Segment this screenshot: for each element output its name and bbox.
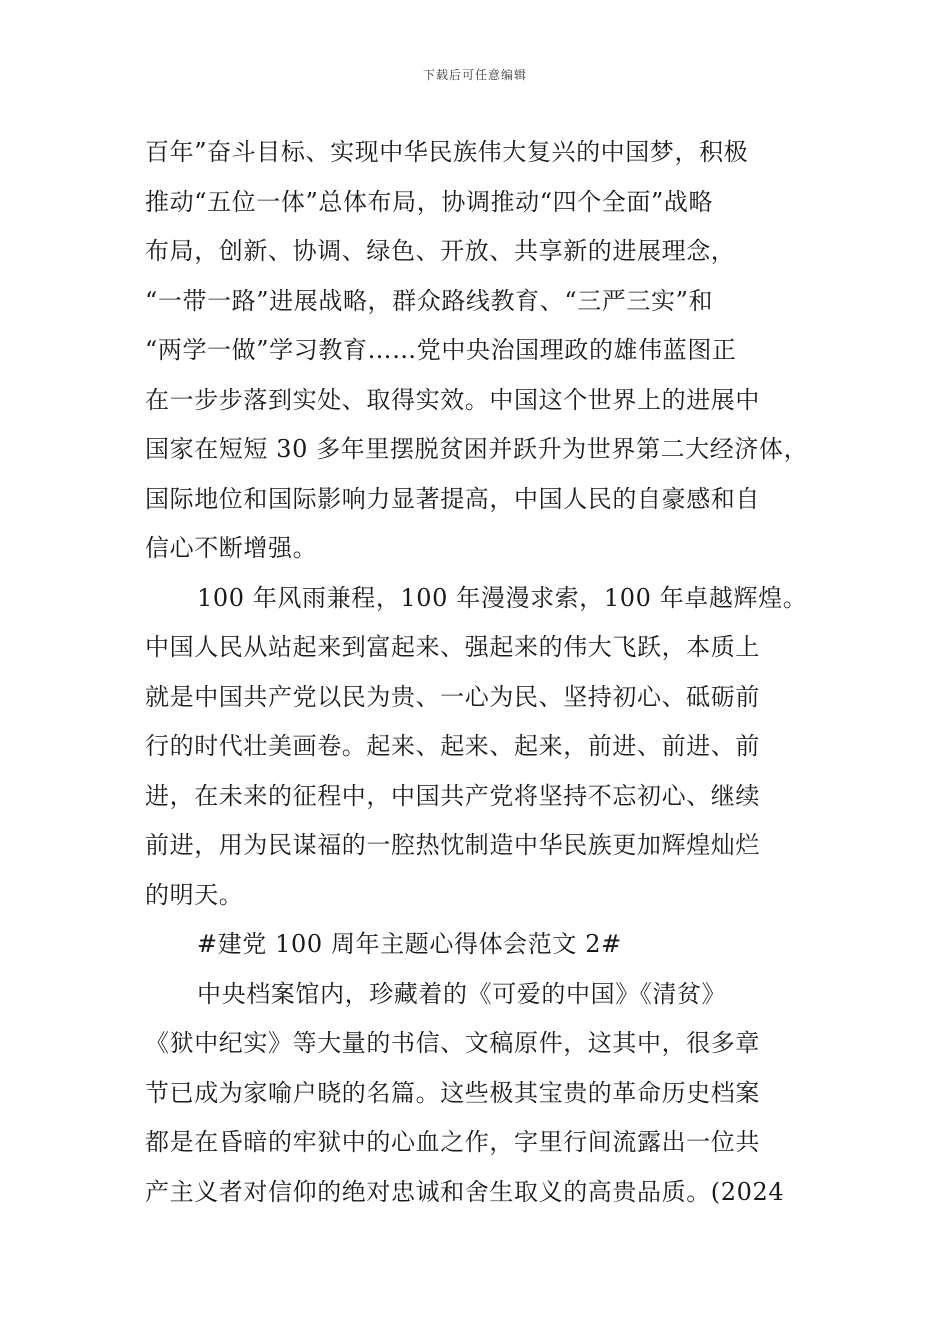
text-line: 的明天。: [145, 880, 244, 909]
text-line: 都是在昏暗的牢狱中的心血之作，字里行间流露出一位共: [145, 1128, 760, 1156]
text-line: 行的时代壮美画卷。起来、起来、起来，前进、前进、前: [145, 732, 760, 760]
text-line: 百年”奋斗目标、实现中华民族伟大复兴的中国梦，积极: [145, 138, 749, 166]
text-line: “一带一路”进展战略，群众路线教育、“三严三实”和: [145, 286, 714, 315]
text-line: 国家在短短 30 多年里摆脱贫困并跃升为世界第二大经济体，: [145, 435, 809, 463]
paragraph-first-line: 100 年风雨兼程，100 年漫漫求索，100 年卓越辉煌。: [197, 583, 808, 612]
paragraph-first-line: 中央档案馆内，珍藏着的《可爱的中国》《清贫》: [197, 979, 727, 1008]
text-line: 布局，创新、协调、绿色、开放、共享新的进展理念，: [145, 237, 736, 265]
text-line: 在一步步落到实处、取得实效。中国这个世界上的进展中: [145, 385, 760, 414]
text-line: 前进，用为民谋福的一腔热忱制造中华民族更加辉煌灿烂: [145, 831, 760, 859]
text-line: 中国人民从站起来到富起来、强起来的伟大飞跃，本质上: [145, 633, 760, 661]
page-header: 下载后可任意编辑: [422, 68, 527, 82]
text-line: 《狱中纪实》等大量的书信、文稿原件，这其中，很多章: [145, 1029, 760, 1057]
section-heading: #建党 100 周年主题心得体会范文 2#: [197, 930, 622, 958]
text-line: 信心不断增强。: [145, 534, 318, 562]
text-line: 进，在未来的征程中，中国共产党将坚持不忘初心、继续: [145, 781, 760, 810]
text-line: 节已成为家喻户晓的名篇。这些极其宝贵的革命历史档案: [145, 1078, 760, 1107]
text-line: “两学一做”学习教育……党中央治国理政的雄伟蓝图正: [145, 336, 737, 364]
document-body: [145, 128, 835, 1217]
text-line: 国际地位和国际影响力显著提高，中国人民的自豪感和自: [145, 484, 760, 513]
text-line: 推动“五位一体”总体布局，协调推动“四个全面”战略: [145, 187, 714, 216]
text-line: 就是中国共产党以民为贵、一心为民、坚持初心、砥砺前: [145, 682, 760, 711]
text-line: 产主义者对信仰的绝对忠诚和舍生取义的高贵品质。(2024: [145, 1177, 785, 1206]
